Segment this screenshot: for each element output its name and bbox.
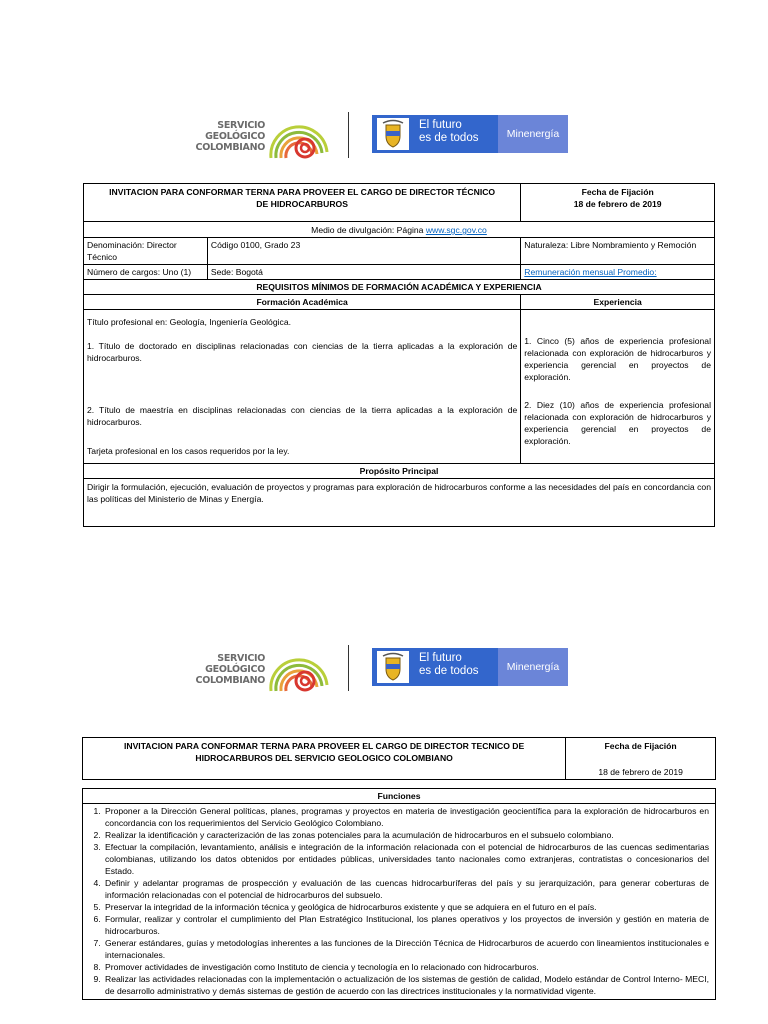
shield-icon — [377, 118, 409, 150]
sgc-line-3: COLOMBIANO — [195, 675, 265, 686]
sgc-logo — [195, 645, 335, 705]
naturaleza: Naturaleza: Libre Nombramiento y Remoción — [521, 238, 715, 265]
gov-logo — [372, 115, 568, 153]
funciones-table — [82, 788, 716, 1000]
remuneracion-link[interactable] — [521, 265, 715, 280]
fecha-label: Fecha de Fijación — [581, 187, 654, 197]
sgc-logo — [195, 112, 335, 172]
header-logos-1 — [0, 112, 768, 172]
proposito-header: Propósito Principal — [84, 464, 715, 479]
fecha-cell — [521, 184, 715, 222]
funcion-item: 3. Efectuar la compilación, levantamiento, análisis e integración de la información relacionada con el potencial de hidrocarburos de las cuencas sedimentarias colombianas, utilizando los datos obtenidos por entidades públicas, universidades tanto nacionales como extranjeras, contratistas o concesionarios del Estado. — [103, 841, 709, 877]
experiencia-item-2: 2. Diez (10) años de experiencia profesional relacionada con exploración de hidrocarburos y experiencia gerencial en proyectos de exploración. — [524, 400, 711, 446]
fecha-cell-2 — [566, 738, 716, 780]
sgc-logo-text — [196, 653, 265, 686]
sgc-line-1: SERVICIO — [217, 120, 265, 131]
fecha-value-2: 18 de febrero de 2019 — [598, 767, 683, 777]
funcion-item: 8. Promover actividades de investigación como Instituto de ciencia y tecnología en lo relacionado con hidrocarburos. — [103, 961, 709, 973]
sgc-line-2: GEOLÓGICO — [205, 664, 265, 675]
job-posting-table-1 — [83, 183, 715, 527]
funcion-item: 7. Generar estándares, guías y metodologías inherentes a las funciones de la Dirección Técnica de Hidrocarburos de acuerdo con lineamientos institucionales e internacionales. — [103, 937, 709, 961]
sgc-line-1: SERVICIO — [217, 653, 265, 664]
remuneracion-text[interactable]: Remuneración mensual Promedio: — [524, 267, 657, 277]
medio-label: Medio de divulgación: Página — [311, 225, 424, 235]
formacion-titulo: Título profesional en: Geología, Ingeniería Geológica. — [87, 317, 291, 327]
formacion-cell — [84, 310, 521, 464]
fecha-value: 18 de febrero de 2019 — [573, 199, 662, 209]
sgc-line-2: GEOLÓGICO — [205, 131, 265, 142]
codigo: Código 0100, Grado 23 — [207, 238, 520, 265]
experiencia-header: Experiencia — [521, 295, 715, 310]
funciones-header: Funciones — [83, 789, 716, 804]
numero-cargos: Número de cargos: Uno (1) — [84, 265, 208, 280]
formacion-header: Formación Académica — [84, 295, 521, 310]
gov-slogan — [419, 119, 478, 145]
shield-icon — [377, 651, 409, 683]
funcion-item: 9. Realizar las actividades relacionadas con la implementación o actualización de los sistemas de gestión de calidad, Modelo estándar de Control Interno- MECI, de desarrollo administrativo y demás sistemas de gestión de acuerdo con las directrices institucionales y la normatividad vigente. — [103, 973, 709, 997]
posting-title: INVITACION PARA CONFORMAR TERNA PARA PROVEER EL CARGO DE DIRECTOR TÉCNICO DE HIDROCARBUROS — [84, 184, 521, 222]
ministry-label: Minenergía — [498, 115, 568, 153]
logo-divider — [348, 645, 349, 691]
gov-slogan — [419, 652, 478, 678]
sgc-spiral-icon — [267, 645, 331, 695]
medio-divulgacion — [84, 222, 715, 238]
experiencia-cell — [521, 310, 715, 464]
job-posting-title-table-2 — [82, 737, 716, 780]
gov-logo — [372, 648, 568, 686]
sgc-line-3: COLOMBIANO — [195, 142, 265, 153]
funcion-item: 4. Definir y adelantar programas de prospección y evaluación de las cuencas hidrocarburíferas del país y su jerarquización, para generar coberturas de información relacionadas con el potencial de hidrocarburos del subsuelo. — [103, 877, 709, 901]
formacion-item-2: 2. Título de maestría en disciplinas relacionadas con ciencias de la tierra aplicadas a la exploración de hidrocarburos. — [87, 405, 518, 427]
experiencia-item-1: 1. Cinco (5) años de experiencia profesional relacionada con exploración de hidrocarburos y experiencia gerencial en proyectos de exploración. — [524, 336, 711, 382]
funcion-item: 5. Preservar la integridad de la información técnica y geológica de hidrocarburos existente y que se adquiera en el futuro en el país. — [103, 901, 709, 913]
posting-title-2: INVITACION PARA CONFORMAR TERNA PARA PROVEER EL CARGO DE DIRECTOR TECNICO DE HIDROCARBUROS DEL SERVICIO GEOLOGICO COLOMBIANO — [83, 738, 566, 780]
funcion-item: 1. Proponer a la Dirección General políticas, planes, programas y proyectos en materia de investigación geocientífica para la exploración de hidrocarburos en concordancia con los requerimientos del Servicio Geológico Colombiano. — [103, 805, 709, 829]
gov-slogan-line-1: El futuro — [419, 119, 462, 131]
funciones-cell — [83, 804, 716, 1000]
sgc-logo-text — [196, 120, 265, 153]
funciones-list — [85, 805, 709, 997]
fecha-label-2: Fecha de Fijación — [604, 741, 677, 751]
sgc-spiral-icon — [267, 112, 331, 162]
gov-slogan-line-2: es de todos — [419, 665, 479, 677]
formacion-tarjeta: Tarjeta profesional en los casos requeridos por la ley. — [87, 446, 290, 456]
sgc-website-link[interactable]: www.sgc.gov.co — [425, 225, 487, 235]
formacion-item-1: 1. Título de doctorado en disciplinas relacionadas con ciencias de la tierra aplicadas a la exploración de hidrocarburos. — [87, 341, 518, 363]
requisitos-header: REQUISITOS MÍNIMOS DE FORMACIÓN ACADÉMICA Y EXPERIENCIA — [84, 280, 715, 295]
funcion-item: 2. Realizar la identificación y caracterización de las zonas potenciales para la acumulación de hidrocarburos en el subsuelo colombiano. — [103, 829, 709, 841]
gov-slogan-line-2: es de todos — [419, 132, 479, 144]
header-logos-2 — [0, 645, 768, 705]
denominacion: Denominación: Director Técnico — [84, 238, 208, 265]
sede: Sede: Bogotá — [207, 265, 520, 280]
ministry-label: Minenergía — [498, 648, 568, 686]
proposito-text: Dirigir la formulación, ejecución, evaluación de proyectos y programas para exploración de hidrocarburos conforme a las necesidades del país en concordancia con las políticas del Ministerio de Minas y Energía. — [84, 479, 715, 527]
funcion-item: 6. Formular, realizar y controlar el cumplimiento del Plan Estratégico Institucional, los planes operativos y los proyectos de inversión y gestión en materia de hidrocarburos. — [103, 913, 709, 937]
gov-slogan-line-1: El futuro — [419, 652, 462, 664]
logo-divider — [348, 112, 349, 158]
